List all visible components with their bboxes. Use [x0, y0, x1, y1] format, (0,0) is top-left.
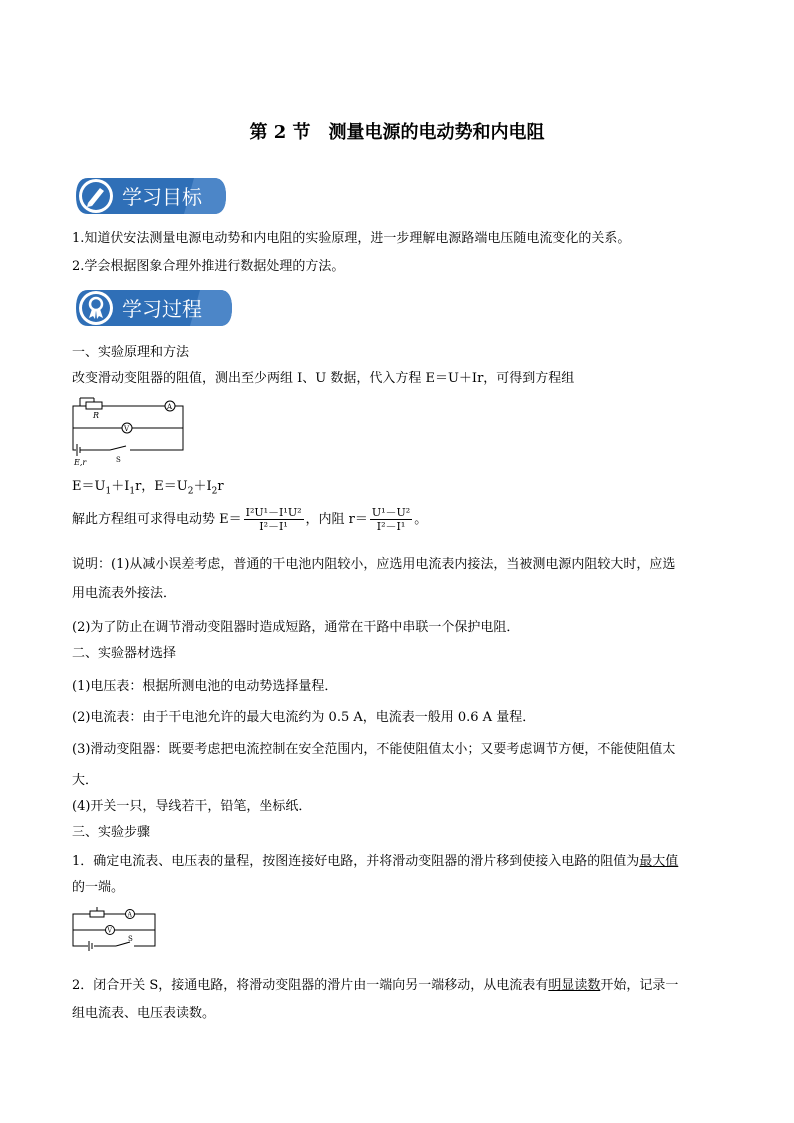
label-R: R	[93, 411, 100, 420]
banner-process	[74, 288, 226, 328]
solution-line: 解此方程组可求得电动势 E＝ $\frac{\text{I²U¹－I¹U²}}{\text{I²－I¹}}$ ，内阻 r＝ $\frac{\text{U¹－U²}}{\text{I²－I¹}}$ 。	[72, 506, 428, 533]
step-1b: 的一端。	[72, 880, 125, 895]
sec2-item-3b: 大．	[72, 773, 99, 788]
page-title: 第 2 节 测量电源的电动势和内电阻	[249, 122, 545, 143]
sec2-item-1: (1)电压表：根据所测电池的电动势选择量程．	[72, 679, 338, 694]
sec2-item-2: (2)电流表：由于干电池允许的最大电流约为 0.5 A，电流表一般用 0.6 A 量程．	[72, 710, 536, 725]
banner-goals	[74, 176, 226, 216]
note-1b: 用电流表外接法．	[72, 586, 177, 601]
goal-2: 2.学会根据图象合理外推进行数据处理的方法。	[72, 259, 345, 274]
sec3-heading: 三、实验步骤	[72, 825, 151, 840]
step-2b: 组电流表、电压表读数。	[72, 1006, 216, 1021]
label2-V: V	[107, 927, 112, 935]
sec1-p1: 改变滑动变阻器的阻值，测出至少两组 I、U 数据，代入方程 E＝U＋Ir，可得到方程组	[72, 371, 575, 386]
equation-system: $E=U_1+I_1r$，$E=U_2+I_2r$	[72, 479, 224, 497]
sec2-heading: 二、实验器材选择	[72, 646, 177, 661]
sec1-heading: 一、实验原理和方法	[72, 345, 190, 360]
banner-process-label: 学习过程	[122, 297, 202, 321]
banner-goals-label: 学习目标	[122, 185, 202, 209]
label2-S: S	[128, 935, 133, 943]
underline-obvious-reading: 明显读数	[548, 978, 601, 993]
circuit-diagram-1	[70, 396, 190, 468]
label-A: A	[167, 403, 173, 411]
goal-1: 1.知道伏安法测量电源电动势和内电阻的实验原理，进一步理解电源路端电压随电流变化的关系。	[72, 231, 631, 246]
label2-A: A	[127, 911, 132, 919]
circuit-diagram-2	[70, 906, 160, 958]
label-S: S	[116, 456, 121, 464]
step-2a: 2．闭合开关 S，接通电路，将滑动变阻器的滑片由一端向另一端移动，从电流表有明显读数开始，记录一	[72, 978, 679, 993]
sec2-item-3a: (3)滑动变阻器：既要考虑把电流控制在安全范围内，不能使阻值太小；又要考虑调节方便，不能使阻值太	[72, 742, 676, 757]
note-2: (2)为了防止在调节滑动变阻器时造成短路，通常在干路中串联一个保护电阻．	[72, 620, 520, 635]
label-Er: E,r	[74, 458, 87, 467]
fraction-E: $\frac{\text{I²U¹－I¹U²}}{\text{I²－I¹}}$	[245, 506, 302, 533]
fraction-r: $\frac{\text{U¹－U²}}{\text{I²－I¹}}$	[371, 506, 411, 533]
label-V: V	[124, 425, 130, 433]
note-1a: 说明：(1)从减小误差考虑，普通的干电池内阻较小，应选用电流表内接法，当被测电源内阻较大时，应选	[72, 557, 676, 572]
underline-max-value: 最大值	[639, 854, 679, 869]
sec2-item-4: (4)开关一只，导线若干，铅笔，坐标纸．	[72, 799, 312, 814]
step-1a: 1．确定电流表、电压表的量程，按图连接好电路，并将滑动变阻器的滑片移到使接入电路的阻值为最大值	[72, 854, 679, 869]
